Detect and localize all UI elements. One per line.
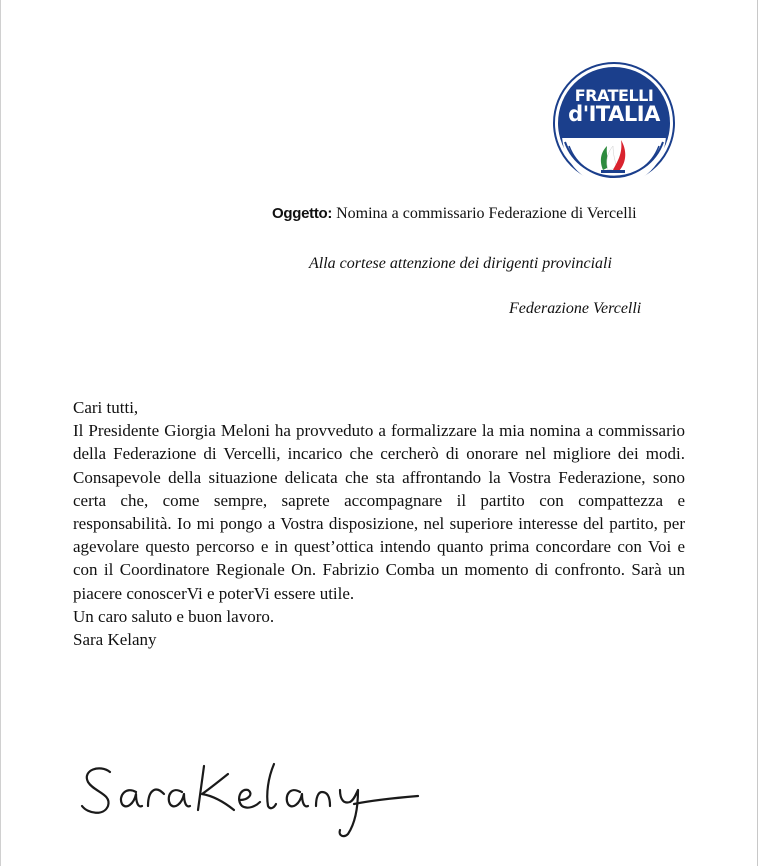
recipient-line1: Alla cortese attenzione dei dirigenti provinciali (309, 255, 612, 272)
subject-line (272, 205, 637, 223)
closing-line: Un caro saluto e buon lavoro. (73, 606, 275, 626)
logo-line2: d'ITALIA (568, 102, 660, 126)
logo-line1: FRATELLI (574, 86, 654, 105)
main-paragraph: Il Presidente Giorgia Meloni ha provveduto a formalizzare la mia nomina a commissario della Federazione di Vercelli, incarico che cercherò di onorare nel migliore dei modi. Consapevole della situazione delicata che sta affrontando la Vostra Federazione, sono certa che, come sempre, saprete accompagnare il partito con compattezza e responsabilità. Io mi pongo a Vostra disposizione, nel superiore interesse del partito, per agevolare questo percorso e in quest’ottica intendo quanto prima concordare con Voi e con il Coordinatore Regionale On. Fabrizio Comba un momento di confronto. Sarà un piacere conoscerVi e poterVi essere utile. (73, 421, 685, 603)
greeting: Cari tutti, (73, 398, 139, 417)
fratelli-ditalia-logo (553, 62, 675, 184)
subject-text: Nomina a commissario Federazione di Vercelli (332, 205, 637, 222)
page-edge-right (757, 0, 758, 866)
page-edge-left (0, 0, 1, 866)
recipient-line2: Federazione Vercelli (509, 300, 642, 317)
letter-body (73, 396, 685, 651)
handwritten-signature (78, 760, 423, 840)
subject-label: Oggetto: (272, 205, 333, 222)
sender-name: Sara Kelany (73, 630, 157, 650)
